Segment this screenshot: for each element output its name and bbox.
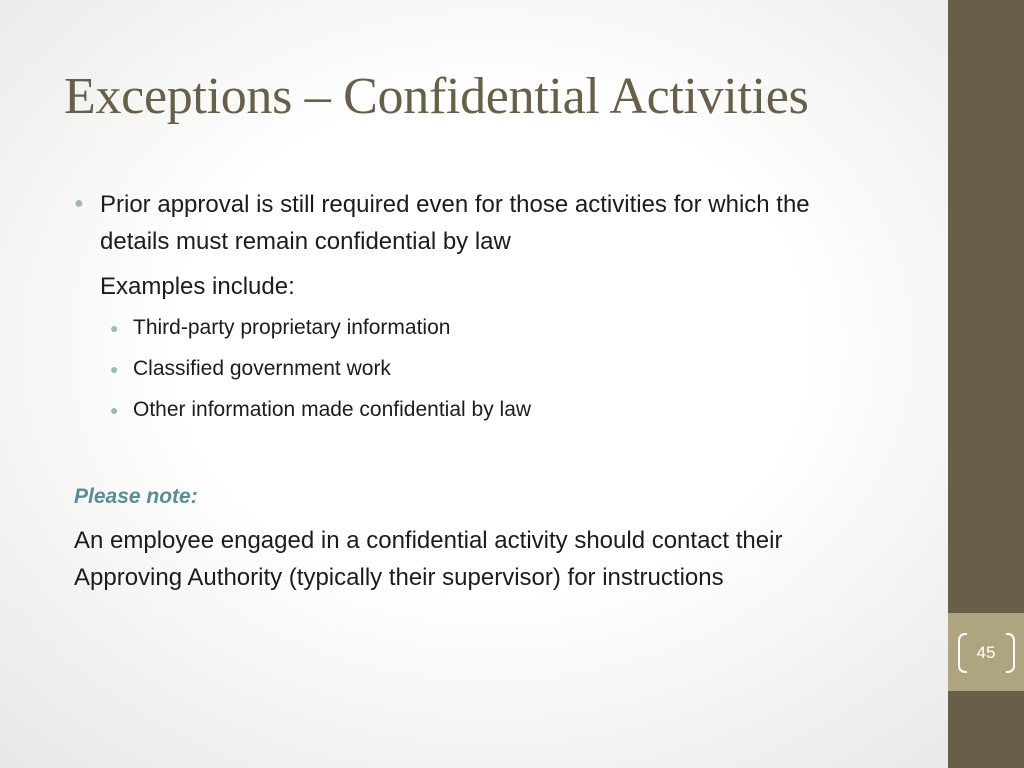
examples-label: Examples include: xyxy=(100,273,295,300)
bullet-icon: ● xyxy=(110,361,119,377)
bullet-icon: ● xyxy=(74,195,84,212)
note-text: An employee engaged in a confidential activity should contact their Approving Authority (typically their supervisor) for instructions xyxy=(74,527,783,591)
bullet-icon: ● xyxy=(110,402,119,418)
page-number: 45 xyxy=(976,643,996,662)
bullet-prior-approval: Prior approval is still required even for those activities for which the details must remain confidential by law xyxy=(100,191,810,255)
bullet-icon: ● xyxy=(110,320,119,336)
example-item: Other information made confidential by law xyxy=(133,398,532,421)
example-item: Classified government work xyxy=(133,357,391,380)
example-item: Third-party proprietary information xyxy=(133,316,451,339)
slide-title: Exceptions – Confidential Activities xyxy=(64,68,809,125)
page-number-block xyxy=(948,613,1024,691)
note-label: Please note: xyxy=(74,485,198,508)
